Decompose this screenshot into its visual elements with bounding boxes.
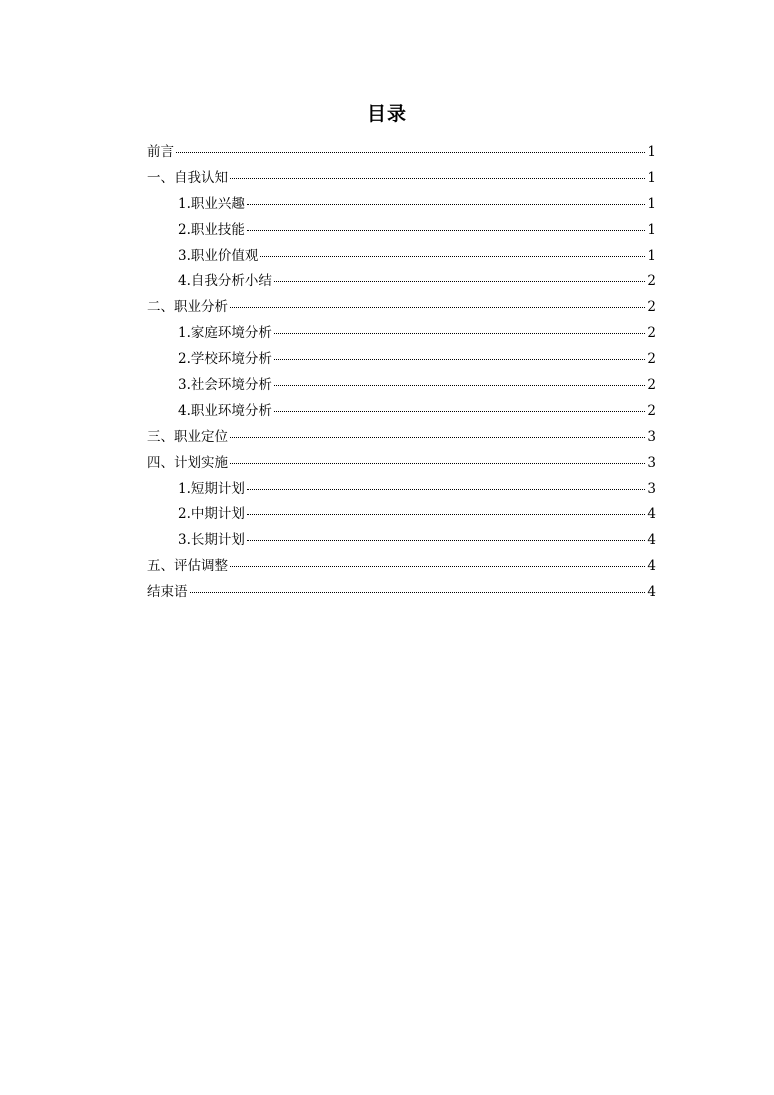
toc-page-number: 3	[647, 428, 656, 445]
toc-entry[interactable]	[147, 580, 656, 606]
toc-entry[interactable]	[147, 244, 656, 270]
toc-entry-label: 4.职业环境分析	[178, 402, 272, 419]
toc-entry-label: 前言	[147, 144, 174, 160]
toc-page-number: 3	[647, 454, 656, 471]
toc-page-number: 1	[647, 144, 656, 160]
toc-entry[interactable]	[147, 502, 656, 528]
toc-entry-label: 1.职业兴趣	[178, 195, 245, 212]
toc-entry[interactable]	[147, 528, 656, 554]
toc-entry[interactable]	[147, 269, 656, 295]
toc-entry[interactable]	[147, 192, 656, 218]
toc-entry-label: 4.自我分析小结	[178, 273, 272, 290]
toc-page-number: 1	[647, 247, 656, 264]
toc-page-number: 2	[647, 402, 656, 419]
toc-entry[interactable]	[147, 373, 656, 399]
toc-entry-label: 三、职业定位	[147, 428, 228, 445]
toc-dot-leader	[230, 463, 645, 464]
toc-entry-label: 3.长期计划	[178, 532, 245, 549]
toc-entry-label: 2.职业技能	[178, 221, 245, 238]
toc-page-number: 2	[647, 351, 656, 368]
toc-dot-leader	[247, 540, 646, 541]
toc-entry-label: 四、计划实施	[147, 454, 228, 471]
toc-dot-leader	[247, 230, 646, 231]
toc-page-number: 2	[647, 325, 656, 342]
toc-page-number: 1	[647, 169, 656, 186]
toc-entry[interactable]	[147, 399, 656, 425]
toc-page-number: 4	[647, 558, 656, 575]
toc-dot-leader	[274, 359, 646, 360]
toc-dot-leader	[260, 256, 645, 257]
toc-entry[interactable]	[147, 451, 656, 477]
toc-page-number: 2	[647, 377, 656, 394]
toc-entry-label: 3.社会环境分析	[178, 377, 272, 394]
toc-entry-label: 2.中期计划	[178, 506, 245, 523]
toc-dot-leader	[247, 204, 646, 205]
toc-dot-leader	[230, 437, 645, 438]
toc-page-number: 1	[647, 195, 656, 212]
toc-entry[interactable]	[147, 140, 656, 166]
toc-dot-leader	[230, 566, 645, 567]
toc-dot-leader	[274, 385, 646, 386]
toc-entry[interactable]	[147, 218, 656, 244]
toc-entry[interactable]	[147, 295, 656, 321]
toc-page-number: 2	[647, 273, 656, 290]
toc-entry-label: 二、职业分析	[147, 299, 228, 316]
toc-page-number: 3	[647, 480, 656, 497]
toc-entry-label: 3.职业价值观	[178, 247, 259, 264]
toc-dot-leader	[190, 592, 646, 593]
toc-dot-leader	[247, 514, 646, 515]
toc-dot-leader	[274, 411, 646, 412]
toc-entry[interactable]	[147, 166, 656, 192]
toc-entry[interactable]	[147, 477, 656, 503]
toc-page-number: 2	[647, 299, 656, 316]
toc-page-number: 1	[647, 221, 656, 238]
toc-entry-label: 1.短期计划	[178, 480, 245, 497]
toc-entry-label: 五、评估调整	[147, 558, 228, 575]
toc-entry-label: 结束语	[147, 584, 188, 601]
toc-page-number: 4	[647, 584, 656, 601]
toc-entry-label: 2.学校环境分析	[178, 351, 272, 368]
toc-dot-leader	[274, 333, 646, 334]
toc-entry[interactable]	[147, 425, 656, 451]
toc-entry-label: 一、自我认知	[147, 169, 228, 186]
toc-dot-leader	[230, 307, 645, 308]
toc-entry[interactable]	[147, 554, 656, 580]
toc-entry[interactable]	[147, 347, 656, 373]
toc-entry-label: 1.家庭环境分析	[178, 325, 272, 342]
toc-page-number: 4	[647, 532, 656, 549]
toc-dot-leader	[274, 281, 646, 282]
toc-entry[interactable]	[147, 321, 656, 347]
toc-dot-leader	[176, 152, 645, 153]
toc-dot-leader	[247, 489, 646, 490]
table-of-contents	[147, 140, 656, 606]
toc-dot-leader	[230, 178, 645, 179]
toc-title: 目录	[366, 103, 407, 125]
toc-page-number: 4	[647, 506, 656, 523]
